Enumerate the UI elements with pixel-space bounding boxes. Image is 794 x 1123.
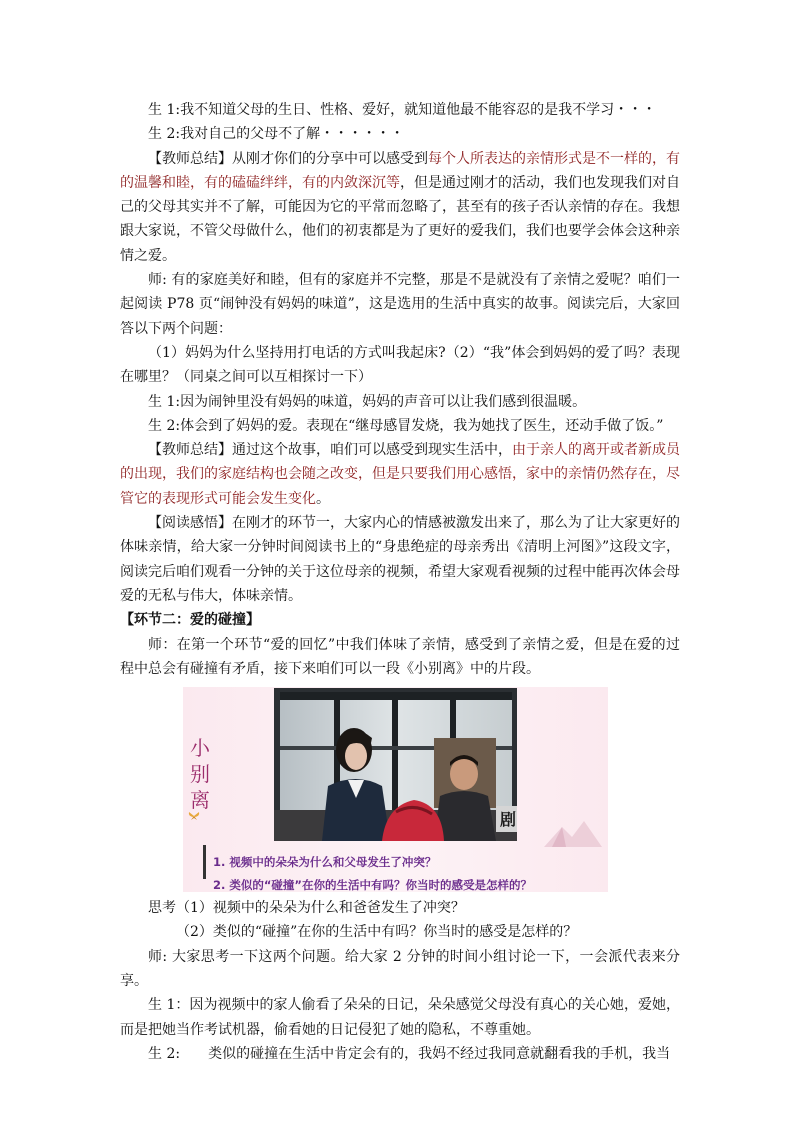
video-slide-image — [183, 687, 608, 892]
student2-conflict-answer: 生 2: 类似的碰撞在生活中肯定会有的，我妈不经过我同意就翻看我的手机，我当 — [148, 1045, 671, 1062]
slide-title — [188, 735, 212, 813]
teacher-discussion-prompt: 师: 大家思考一下这两个问题。给大家 2 分钟的时间小组讨论一下，一会派代表来分享。 — [120, 948, 680, 990]
student1-conflict-answer: 生 1：因为视频中的家人偷看了朵朵的日记，朵朵感觉父母没有真心的关心她，爱她，而是把她当作考试机器，偷看她的日记侵犯了她的隐私，不尊重她。 — [120, 997, 680, 1038]
teacher-section-two-intro: 师：在第一个环节“爱的回忆”中我们体味了亲情，感受到了亲情之爱，但是在爱的过程中总会有碰撞有矛盾，接下来咱们可以一段《小别离》中的片段。 — [120, 636, 680, 677]
student2-reading-answer: 生 2:体会到了妈妈的爱。表现在“继母感冒发烧，我为她找了医生，还动手做了饭。” — [148, 417, 664, 434]
slide-title-char: 小 — [190, 736, 210, 761]
teacher-reading-prompt: 师: 有的家庭美好和睦，但有的家庭并不完整，那是不是就没有了亲情之爱呢？咱们一起阅读 P78 页“闹钟没有妈妈的味道”，这是选用的生活中真实的故事。阅读完后，大家回答以下两个问题： — [120, 272, 680, 337]
reading-questions: （1）妈妈为什么坚持用打电话的方式叫我起床?（2）“我”体会到妈妈的爱了吗？表现在哪里？（同桌之间可以互相探讨一下） — [120, 344, 680, 386]
student1-answer: 生 1:我不知道父母的生日、性格、爱好，就知道他最不能容忍的是我不学习・・・ — [148, 102, 657, 118]
student1-reading-answer: 生 1:因为闹钟里没有妈妈的味道，妈妈的声音可以让我们感到很温暖。 — [148, 393, 587, 410]
summary-1-highlight: 每个人所表达的亲情形式是不一样的，有的温馨和睦，有的磕磕绊绊，有的内敛深沉等 — [120, 150, 680, 191]
summary-1-rest: ，但是通过刚才的活动，我们也发现我们对自己的父母其实并不了解，可能因为它的平常而忽略了，甚至有的孩子否认亲情的存在。我想跟大家说，不管父母做什么，他们的初衷都是为了更好的爱我们，我们也要学会体会这种亲情之爱。 — [120, 174, 680, 264]
summary-2-highlight: 由于亲人的离开或者新成员的出现，我们的家庭结构也会随之改变，但是只要我们用心感悟，家中的亲情仍然存在，尽管它的表现形式可能会发生变化 — [120, 442, 680, 507]
summary-2-rest: 。 — [316, 490, 330, 507]
think-question-1: 思考（1）视频中的朵朵为什么和爸爸发生了冲突？ — [148, 900, 465, 917]
reading-reflection: 【阅读感悟】在刚才的环节一，大家内心的情感被激发出来了，那么为了让大家更好的体味亲情，给大家一分钟时间阅读书上的“身患绝症的母亲秀出《清明上河图》”这段文字，阅读完后咱们观看一分钟的关于这位母亲的视频，希望大家观看视频的过程中能再次体会母爱的无私与伟大，体味亲情。 — [120, 515, 680, 604]
teacher-summary-2 — [120, 438, 680, 511]
think-question-2: （2）类似的“碰撞”在你的生活中有吗？你当时的感受是怎样的？ — [176, 924, 578, 941]
slide-title-char: 离 — [190, 788, 210, 813]
student2-answer: 生 2:我对自己的父母不了解・・・・・・ — [148, 126, 405, 143]
question-accent-bar — [203, 845, 206, 879]
mountain-decoration-icon — [544, 817, 602, 849]
slide-question-1: 1. 视频中的朵朵为什么和父母发生了冲突？ — [213, 855, 437, 870]
video-frame-illustration — [274, 688, 517, 841]
slide-title-char: 别 — [190, 762, 210, 787]
summary-2-lead: 【教师总结】通过这个故事，咱们可以感受到现实生活中， — [148, 442, 512, 459]
summary-1-lead: 【教师总结】从刚才你们的分享中可以感受到 — [148, 150, 428, 167]
video-still — [274, 688, 517, 841]
butterfly-icon — [188, 811, 200, 821]
teacher-summary-1 — [120, 147, 680, 268]
slide-question-2: 2. 类似的“碰撞”在你的生活中有吗？你当时的感受是怎样的？ — [213, 878, 532, 893]
section-two-heading: 【环节二：爱的碰撞】 — [120, 612, 260, 629]
lesson-plan-body — [120, 98, 680, 1066]
video-caption-fragment: 剧 — [500, 810, 517, 830]
